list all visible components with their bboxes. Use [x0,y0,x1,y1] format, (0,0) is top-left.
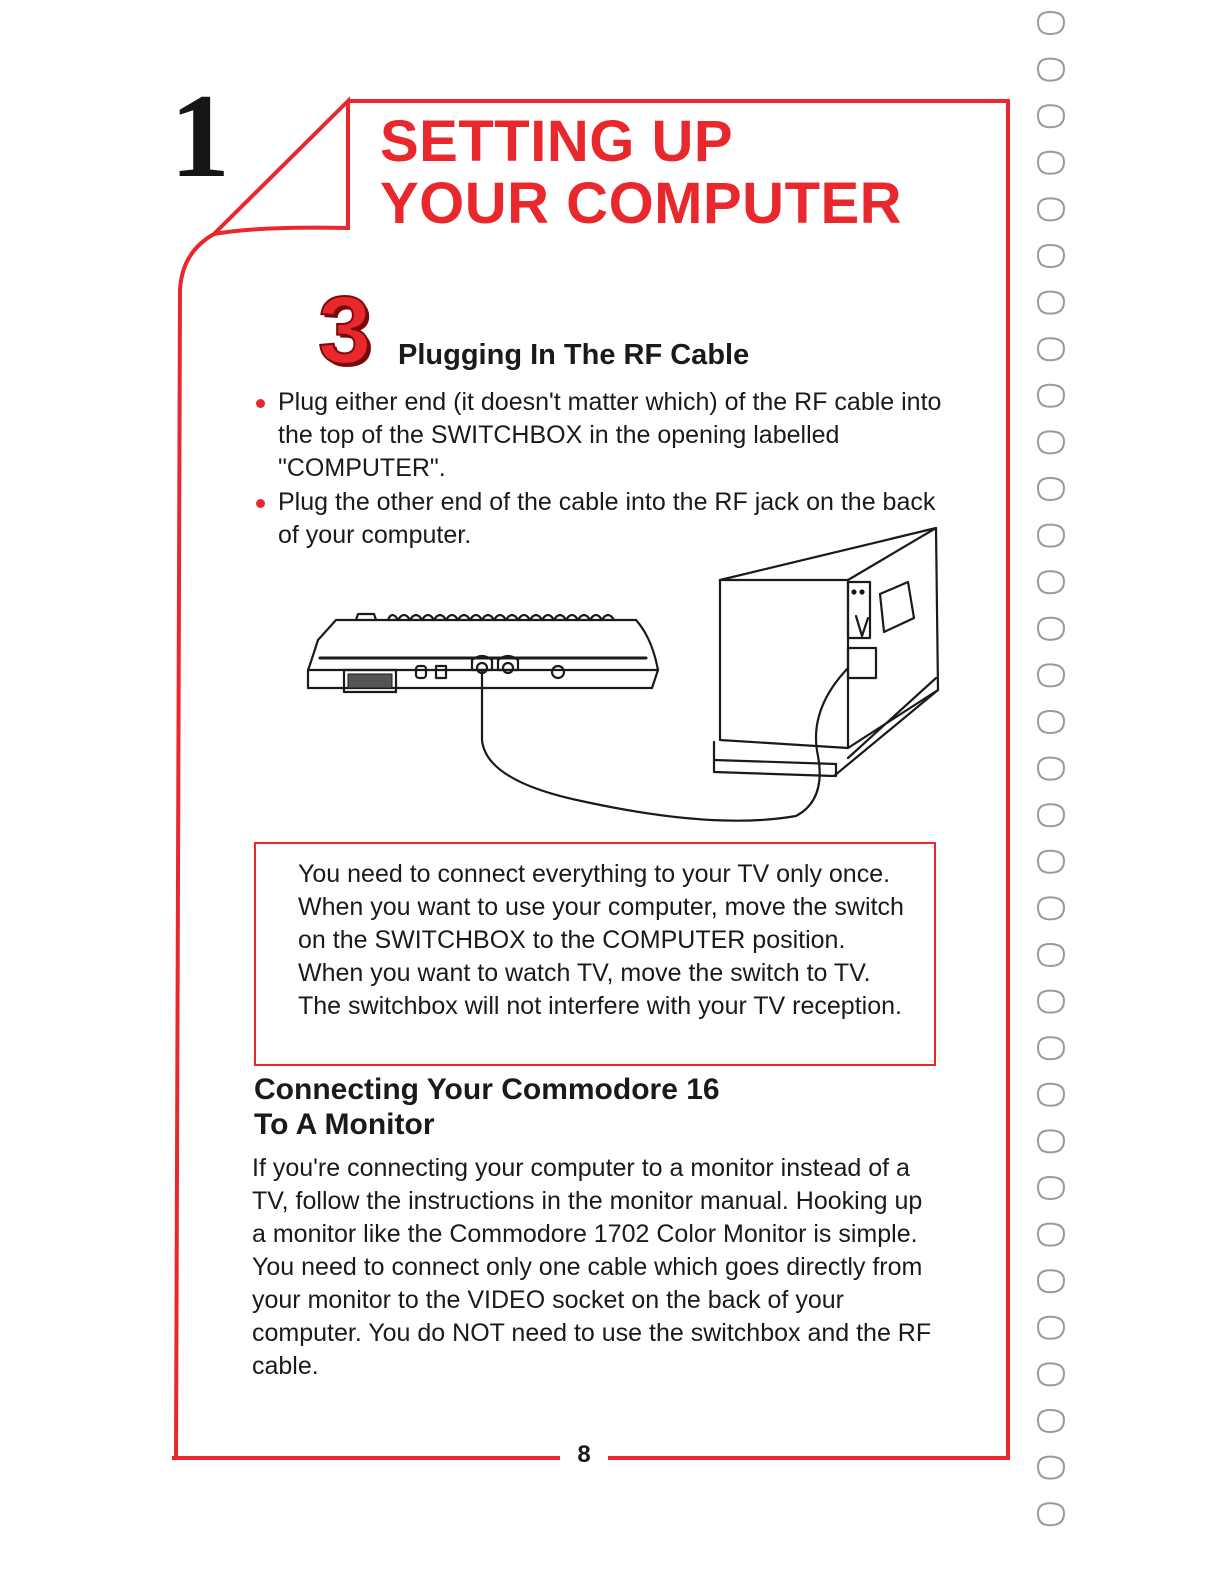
binding-hole [1038,571,1064,593]
step-number: 3 [318,277,372,384]
binding-hole [1038,1363,1064,1385]
binding-hole [1038,292,1064,314]
section-heading [254,1072,720,1142]
binding-hole [1038,1410,1064,1432]
binding-hole [1038,1224,1064,1246]
binding-hole [1038,618,1064,640]
frame-folded-corner [214,101,348,234]
bullet-icon [256,399,265,408]
chapter-number: 1 [170,69,230,202]
binding-hole [1038,198,1064,220]
binding-hole [1038,478,1064,500]
binding-hole [1038,664,1064,686]
binding-hole [1038,1317,1064,1339]
list-item-text: Plug either end (it doesn't matter which) of the RF cable into the top of the SWITCHBOX in the opening labelled "COMPUTER". [278,388,942,482]
frame-left-border [176,234,214,1458]
binding-hole [1038,385,1064,407]
rf-cable-illustration [296,520,946,830]
page-number: 8 [560,1440,608,1470]
binding-hole [1038,338,1064,360]
binding-hole [1038,944,1064,966]
binding-hole [1038,59,1064,81]
binding-hole [1038,12,1064,34]
section-heading-line-2: To A Monitor [254,1108,435,1141]
binding-hole [1038,105,1064,127]
binding-hole [1038,152,1064,174]
binding-hole [1038,245,1064,267]
binding-hole [1038,1177,1064,1199]
page-title-line-1: SETTING UP [380,109,734,174]
list-item-text: Plug the other end of the cable into the RF jack on the back of your computer. [278,488,936,549]
binding-hole [1038,991,1064,1013]
page-title-line-2: YOUR COMPUTER [380,171,903,236]
binding-hole [1038,1130,1064,1152]
list-item [256,386,946,485]
binding-hole [1038,1084,1064,1106]
binding-hole [1038,1503,1064,1525]
binding-hole [1038,804,1064,826]
info-callout-box: You need to connect everything to your TV only once. When you want to use your computer, move the switch on the SWITCHBOX to the COMPUTER position. When you want to watch TV, move the switch to TV. The switchbox will not interfere with your TV reception. [254,842,936,1066]
bullet-icon [256,499,265,508]
binding-hole [1038,1270,1064,1292]
spiral-binding [1030,0,1090,1584]
binding-hole [1038,1037,1064,1059]
binding-hole [1038,1457,1064,1479]
binding-hole [1038,851,1064,873]
binding-hole [1038,758,1064,780]
binding-hole [1038,897,1064,919]
section-body-text: If you're connecting your computer to a monitor instead of a TV, follow the instructions in the monitor manual. Hooking up a monitor like the Commodore 1702 Color Monitor is simple. You need to connect only one cable which goes directly from your monitor to the VIDEO socket on the back of your computer. You do NOT need to use the switchbox and the RF cable. [252,1154,932,1380]
switchbox-drawing [848,648,876,678]
tv-drawing [714,528,938,776]
binding-hole [1038,431,1064,453]
binding-hole [1038,525,1064,547]
section-heading-line-1: Connecting Your Commodore 16 [254,1073,720,1106]
binding-hole [1038,711,1064,733]
step-title: Plugging In The RF Cable [398,339,750,371]
